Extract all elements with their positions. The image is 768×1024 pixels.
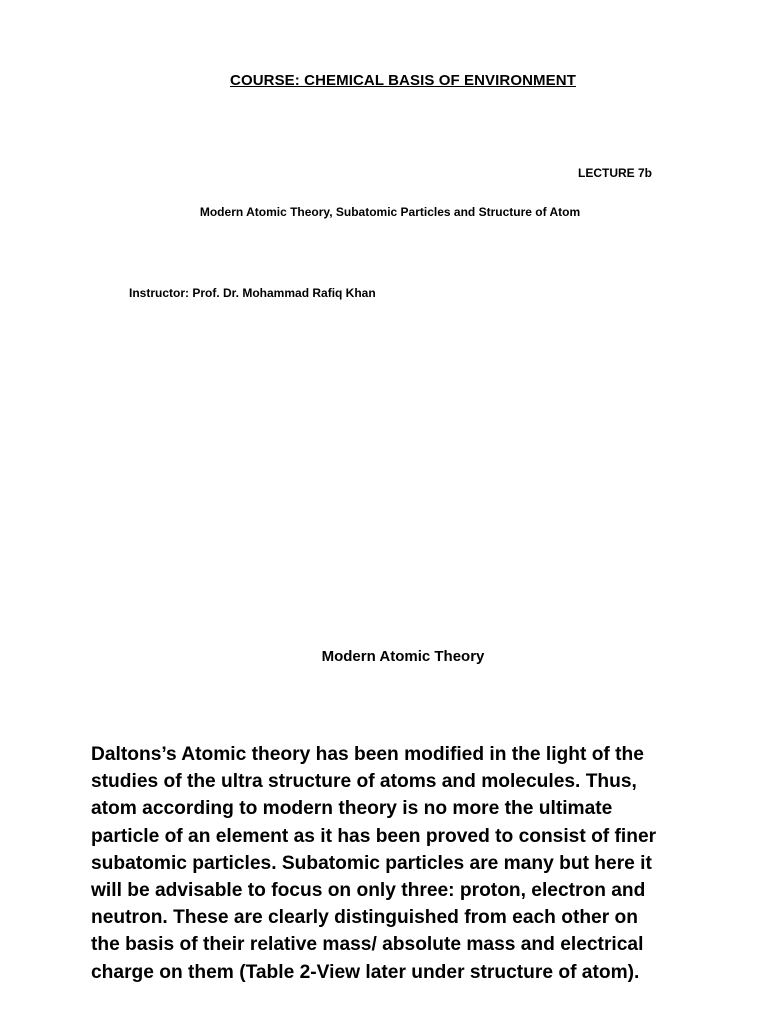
section-heading: Modern Atomic Theory bbox=[321, 648, 485, 665]
body-paragraph: Daltons’s Atomic theory has been modified in the light of the studies of the ultra structure of atoms and molecules. Thus, atom according to modern theory is no more the ultimate particle of an element as it has been proved to consist of finer subatomic particles. Subatomic particles are many but here it will be advisable to focus on only three: proton, electron and neutron. These are clearly distinguished from each other on the basis of their relative mass/ absolute mass and electrical charge on them (Table 2-View later under structure of atom). bbox=[91, 744, 657, 983]
lecture-label: LECTURE 7b bbox=[577, 166, 652, 180]
lecture-subtitle: Modern Atomic Theory, Subatomic Particles and Structure of Atom bbox=[199, 205, 581, 219]
instructor-line: Instructor: Prof. Dr. Mohammad Rafiq Khan bbox=[129, 286, 376, 300]
course-title: COURSE: CHEMICAL BASIS OF ENVIRONMENT bbox=[230, 72, 576, 89]
